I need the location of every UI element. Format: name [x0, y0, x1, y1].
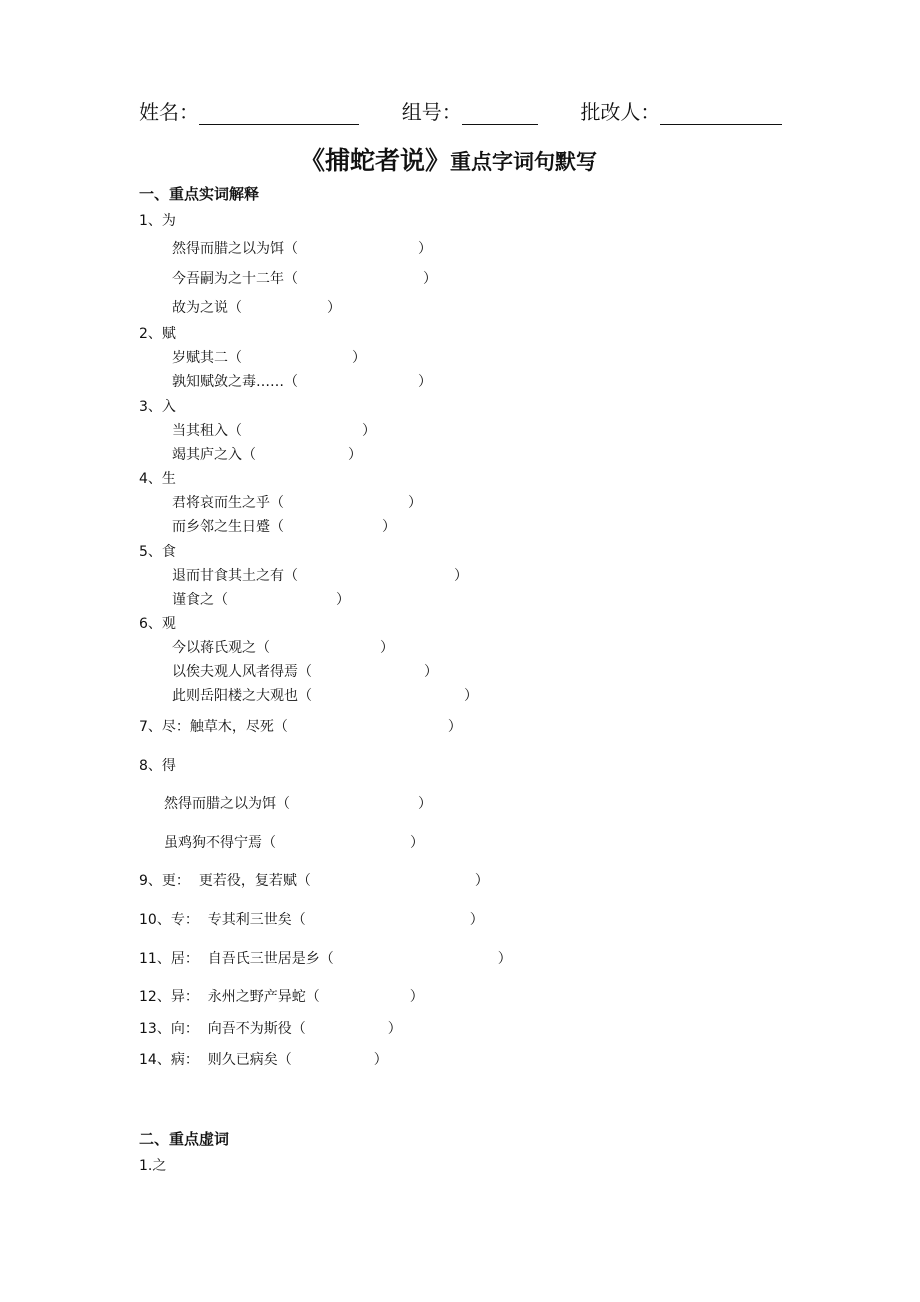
item-example: 7、尽：触草木，尽死（ ）: [139, 719, 462, 735]
item-label: 5、食: [139, 544, 176, 560]
item-label: 6、观: [139, 616, 176, 632]
item-label: 3、入: [139, 399, 176, 415]
item-example: 此则岳阳楼之大观也（ ）: [172, 688, 478, 704]
item-example: 当其租入（ ）: [172, 423, 376, 439]
group-field[interactable]: [462, 104, 538, 125]
item-example: 13、向： 向吾不为斯役（ ）: [139, 1021, 402, 1037]
item-example: 12、异： 永州之野产异蛇（ ）: [139, 989, 424, 1005]
item-example: 竭其庐之入（ ）: [172, 447, 362, 463]
item-example: 然得而腊之以为饵（ ）: [172, 241, 432, 257]
item-example: 以俟夫观人风者得焉（ ）: [172, 664, 438, 680]
item-example: 岁赋其二（ ）: [172, 350, 366, 366]
section1-heading: 一、重点实词解释: [139, 185, 260, 203]
item-example: 然得而腊之以为饵（ ）: [164, 796, 432, 812]
item-example: 孰知赋敛之毒……（ ）: [172, 374, 432, 390]
grader-label: 批改人：: [580, 100, 661, 124]
name-label: 姓名：: [139, 100, 199, 124]
section2-heading: 二、重点虚词: [139, 1130, 230, 1148]
item-label: 1.之: [139, 1158, 167, 1174]
title-main: 《捕蛇者说》: [300, 146, 451, 175]
item-label: 8、得: [139, 758, 176, 774]
item-example: 退而甘食其土之有（ ）: [172, 568, 468, 584]
item-example: 9、更： 更若役，复若赋（ ）: [139, 873, 489, 889]
item-example: 今以蒋氏观之（ ）: [172, 640, 394, 656]
item-example: 君将哀而生之乎（ ）: [172, 495, 422, 511]
item-example: 故为之说（ ）: [172, 300, 341, 316]
item-example: 虽鸡狗不得宁焉（ ）: [164, 835, 424, 851]
item-example: 而乡邻之生日蹙（ ）: [172, 519, 396, 535]
header-line: [139, 96, 782, 125]
item-label: 2、赋: [139, 326, 176, 342]
name-field[interactable]: [199, 104, 359, 125]
title-sub: 重点字词句默写: [450, 150, 598, 174]
item-example: 14、病： 则久已病矣（ ）: [139, 1052, 388, 1068]
item-example: 今吾嗣为之十二年（ ）: [172, 271, 437, 287]
item-example: 10、专： 专其利三世矣（ ）: [139, 912, 484, 928]
grader-field[interactable]: [660, 104, 782, 125]
item-example: 11、居： 自吾氏三世居是乡（ ）: [139, 951, 512, 967]
page-title: [300, 141, 597, 177]
item-label: 1、为: [139, 213, 176, 229]
item-example: 谨食之（ ）: [172, 592, 350, 608]
item-label: 4、生: [139, 471, 176, 487]
group-label: 组号：: [401, 100, 462, 124]
